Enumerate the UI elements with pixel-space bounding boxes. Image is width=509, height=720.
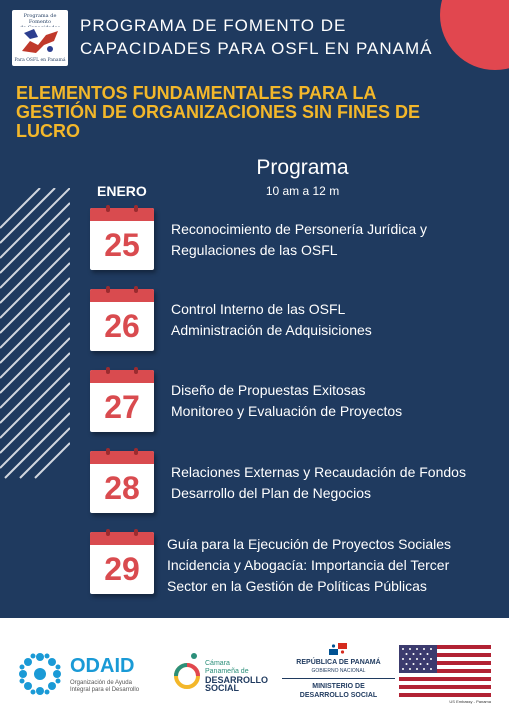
mides-text: REPÚBLICA DE PANAMÁ GOBIERNO NACIONAL MINISTERIO DE DESARROLLO SOCIAL: [282, 658, 395, 700]
header-title: PROGRAMA DE FOMENTO DE CAPACIDADES PARA OSFL EN PANAMÁ: [80, 16, 433, 58]
session-day: 28: [104, 470, 140, 506]
odaid-name: ODAID: [70, 655, 135, 677]
us-flag-icon: [399, 645, 491, 697]
program-heading: Programa: [256, 156, 349, 179]
calendar-icon: [90, 451, 154, 513]
calendar-icon: [90, 370, 154, 432]
session-day: 26: [104, 308, 140, 344]
camara-logo-icon: [172, 650, 202, 694]
logo-text-bottom: Para OSFL en Panamá: [14, 58, 66, 63]
diagonal-stripes-decoration: [0, 188, 70, 488]
calendar-icon: [90, 289, 154, 351]
panama-flag-icon: [329, 643, 347, 655]
camara-text: Cámara Panameña de DESARROLLO SOCIAL: [205, 660, 268, 693]
main-title: ELEMENTOS FUNDAMENTALES PARA LA GESTIÓN DE ORGANIZACIONES SIN FINES DE LUCRO: [16, 83, 421, 141]
session-topics: Control Interno de las OSFL Administración de Adquisiciones: [171, 301, 372, 338]
session-topics: Diseño de Propuestas Exitosas Monitoreo y Evaluación de Proyectos: [171, 382, 403, 419]
session-day: 27: [104, 389, 140, 425]
session-topics: Guía para la Ejecución de Proyectos Sociales Incidencia y Abogacía: Importancia del Tercer Sector en la Gestión de Políticas Públicas: [167, 536, 452, 594]
session-topics: Reconocimiento de Personería Jurídica y Regulaciones de las OSFL: [171, 221, 428, 258]
us-embassy-caption: US Embassy - Panama: [449, 699, 491, 704]
program-time: 10 am a 12 m: [265, 184, 340, 198]
odaid-subtitle: Organización de Ayuda Integral para el Desarrollo: [70, 680, 140, 693]
calendar-icon: [90, 532, 154, 594]
session-day: 25: [104, 227, 140, 263]
calendar-icon: [90, 208, 154, 270]
odaid-logo-icon: [18, 652, 62, 696]
session-day: 29: [104, 551, 140, 587]
month-label: ENERO: [97, 183, 147, 199]
logo-text-top: Programa de Fomento: [23, 13, 57, 25]
program-logo: [12, 10, 68, 66]
map-icon: [20, 27, 60, 57]
session-topics: Relaciones Externas y Recaudación de Fondos Desarrollo del Plan de Negocios: [171, 464, 466, 501]
